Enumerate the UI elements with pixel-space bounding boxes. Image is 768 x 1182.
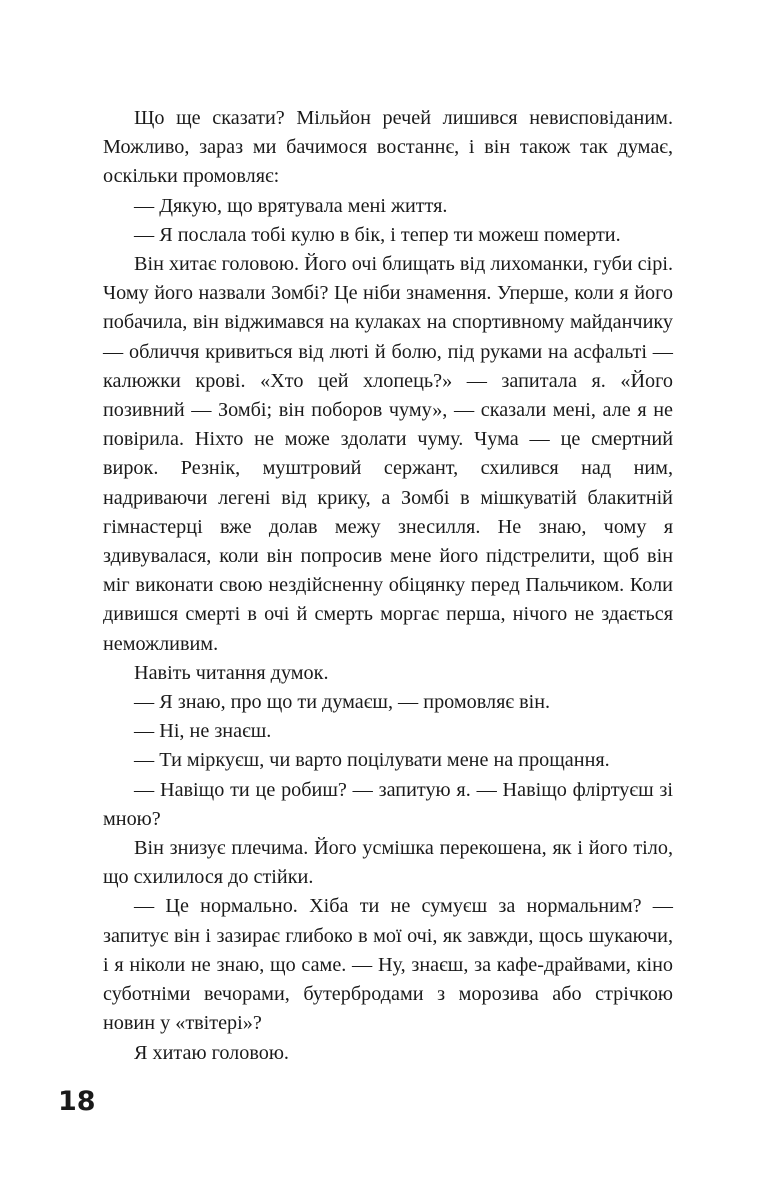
paragraph: Що ще сказати? Мільйон речей лишився невисповіданим. Можливо, зараз ми бачимося востаннє, і він також так думає, оскільки промовляє: — [103, 107, 673, 188]
paragraph: Він знизує плечима. Його усмішка перекошена, як і його тіло, що схилилося до стійки. — [103, 837, 673, 889]
paragraph: Він хитає головою. Його очі блищать від лихоманки, губи сірі. Чому його назвали Зомбі? Це ніби знамення. Уперше, коли я його побачила, він віджимався на кулаках на спортивному майданчику — обличчя кривиться від люті й болю, під руками на асфальті — калюжки крові. «Хто цей хлопець?» — запитала я. «Його позивний — Зомбі; він поборов чуму», — сказали мені, але я не повірила. Ніхто не може здолати чуму. Чума — це смертний вирок. Резнік, муштровий сержант, схилився над ним, надриваючи легені від крику, а Зомбі в мішкуватій блакитній гімнастерці вже долав межу знесилля. Не знаю, чому я здивувалася, коли він попросив мене його підстрелити, щоб він міг виконати свою нездійсненну обіцянку перед Пальчиком. Коли дивишся смерті в очі й смерть моргає перша, нічого не здається неможливим. — [103, 253, 673, 655]
page-number: 18 — [58, 1086, 96, 1117]
body-text — [103, 104, 673, 1068]
paragraph: — Я послала тобі кулю в бік, і тепер ти можеш померти. — [134, 223, 621, 246]
paragraph: Я хитаю головою. — [134, 1041, 289, 1064]
paragraph: — Ні, не знаєш. — [134, 720, 272, 743]
paragraph: — Ти міркуєш, чи варто поцілувати мене на прощання. — [134, 749, 610, 772]
paragraph: Навіть читання думок. — [134, 661, 329, 684]
paragraph: — Це нормально. Хіба ти не сумуєш за нормальним? — запитує він і зазирає глибоко в мої очі, як завжди, щось шукаючи, і я ніколи не знаю, що саме. — Ну, знаєш, за кафе-драйвами, кіно суботніми вечорами, бутербродами з морозива або стрічкою новин у «твітері»? — [103, 895, 673, 1035]
paragraph: — Я знаю, про що ти думаєш, — промовляє він. — [134, 691, 551, 714]
paragraph: — Дякую, що врятувала мені життя. — [134, 194, 448, 217]
paragraph: — Навіщо ти це робиш? — запитую я. — Навіщо фліртуєш зі мною? — [103, 778, 673, 830]
